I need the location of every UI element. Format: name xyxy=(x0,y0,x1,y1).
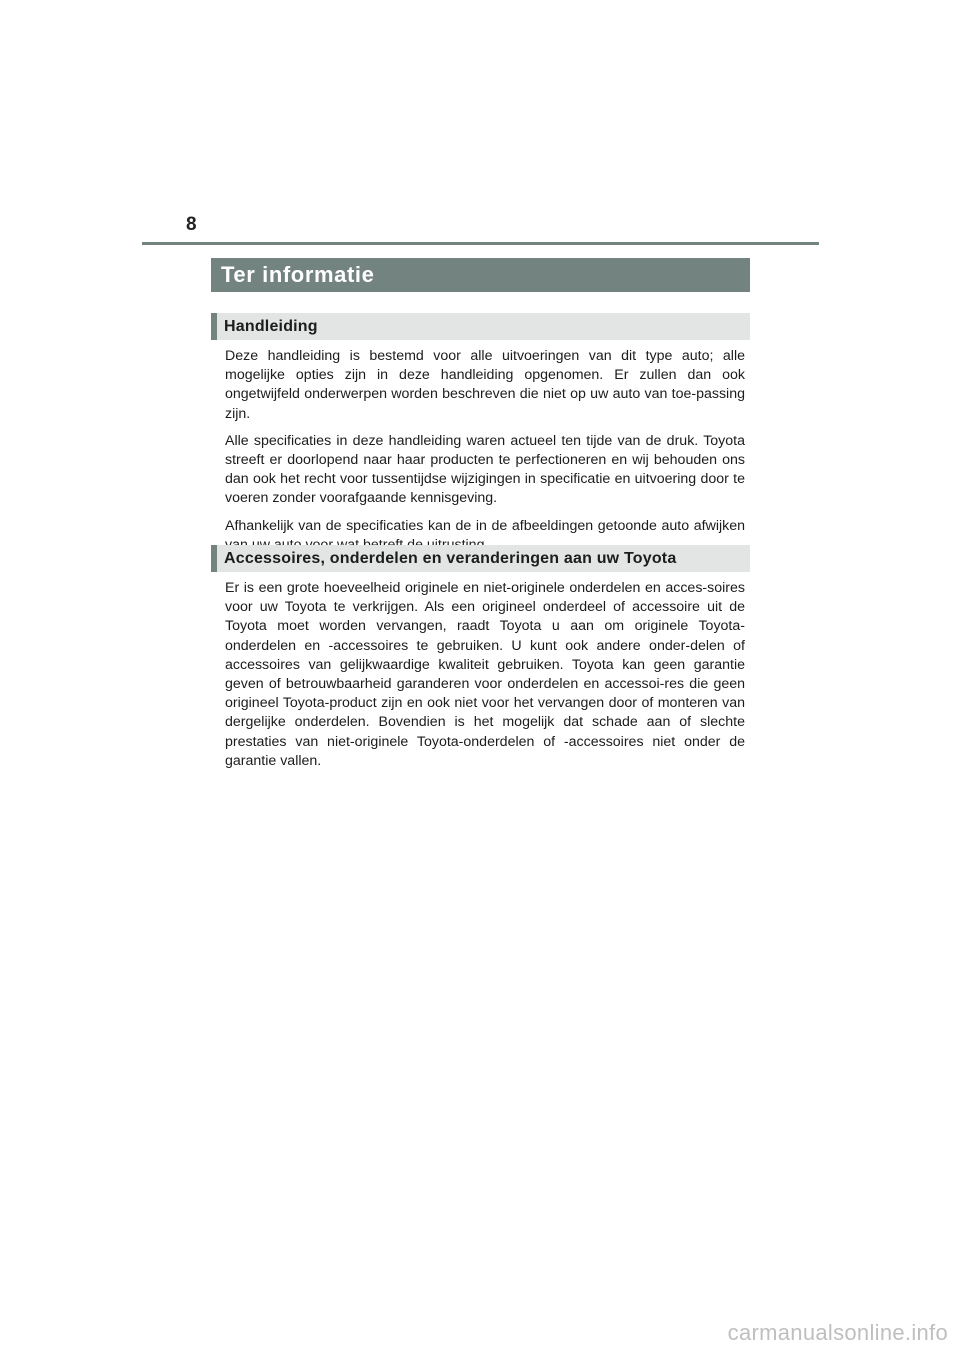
footer-watermark[interactable]: carmanualsonline.info xyxy=(727,1320,948,1345)
page-number: 8 xyxy=(186,214,197,235)
paragraph: Deze handleiding is bestemd voor alle uitvoeringen van dit type auto; alle mogelijke opties zijn in deze handleiding opgenomen. Er zullen dan ook ongetwijfeld onderwerpen worden beschreven die niet op uw auto van toe-passing zijn. xyxy=(225,348,745,422)
paragraph: Alle specificaties in deze handleiding waren actueel ten tijde van de druk. Toyota streeft er doorlopend naar haar producten te perfectioneren en wij behouden ons dan ook het recht voor tussentijdse wijzigingen in specificatie en uitvoering door te voeren zonder voorafgaande kennisgeving. xyxy=(225,432,745,507)
text-block-handleiding xyxy=(225,347,745,563)
text-block-accessoires xyxy=(225,579,745,779)
paragraph: Er is een grote hoeveelheid originele en niet-originele onderdelen en acces-soires voor uw Toyota te verkrijgen. Als een origineel onderdeel of accessoire uit de Toyota moet worden vervangen, raadt Toyota u aan om originele Toyota-onderdelen en -accessoires te gebruiken. U kunt ook andere onder-delen of accessoires van gelijkwaardige kwaliteit gebruiken. Toyota kan geen garantie geven of betrouwbaarheid garanderen voor onderdelen en accessoi-res die geen origineel Toyota-product zijn en ook niet voor het vervangen door of monteren van dergelijke onderdelen. Bovendien is het mogelijk dat schade aan of slechte prestaties van niet-originele Toyota-onderdelen of -accessoires niet onder de garantie vallen. xyxy=(225,580,745,769)
paragraph: Afhankelijk van de specificaties kan de in de afbeeldingen getoonde auto afwijken xyxy=(225,517,745,534)
header-rule xyxy=(142,242,819,245)
subheading-handleiding: Handleiding xyxy=(211,313,750,340)
subheading-accessoires: Accessoires, onderdelen en veranderingen aan uw Toyota xyxy=(211,545,750,572)
section-title: Ter informatie xyxy=(211,258,750,292)
